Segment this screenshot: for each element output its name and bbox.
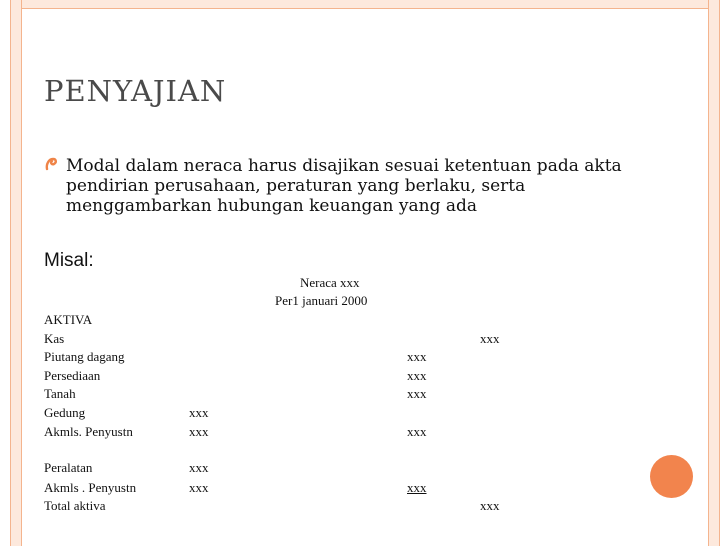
table-cell-col2: xxx (407, 386, 427, 401)
table-cell-col2: xxx (407, 349, 427, 364)
table-section-label: AKTIVA (44, 312, 93, 327)
table-cell-col3-total: xxx (480, 498, 500, 513)
table-cell-col3: xxx (480, 331, 500, 346)
table-row-label: Piutang dagang (44, 349, 125, 364)
table-cell-col1: xxx (189, 480, 209, 495)
slide-title: PENYAJIAN (44, 74, 227, 108)
table-row-label: Persediaan (44, 368, 101, 383)
table-heading-date: Per1 januari 2000 (275, 293, 368, 308)
table-cell-col2-subtotal: xxx (407, 480, 427, 495)
table-cell-col1: xxx (189, 405, 209, 420)
example-label: Misal: (44, 250, 94, 271)
table-cell-col2: xxx (407, 368, 427, 383)
bullet-text: Modal dalam neraca harus disajikan sesuai ketentuan pada akta pendirian perusahaan, peraturan yang berlaku, serta menggambarkan hubungan keuangan yang ada (66, 156, 622, 216)
table-row-label: Peralatan (44, 460, 93, 475)
table-row-label: Tanah (44, 386, 76, 401)
table-row-label: Gedung (44, 405, 86, 420)
table-cell-col1: xxx (189, 424, 209, 439)
table-heading-title: Neraca xxx (300, 275, 360, 290)
table-row-label-total: Total aktiva (44, 498, 106, 513)
table-row-label: Akmls. Penyustn (44, 424, 133, 439)
table-row-label: Akmls . Penyustn (44, 480, 137, 495)
frame-top-border (10, 0, 718, 9)
orange-circle-decoration (650, 455, 693, 498)
frame-left-border (10, 0, 22, 546)
table-row-label: Kas (44, 331, 65, 346)
frame-right-border (708, 0, 720, 546)
table-cell-col1: xxx (189, 460, 209, 475)
table-cell-col2: xxx (407, 424, 427, 439)
cursive-bullet-icon (44, 157, 59, 172)
